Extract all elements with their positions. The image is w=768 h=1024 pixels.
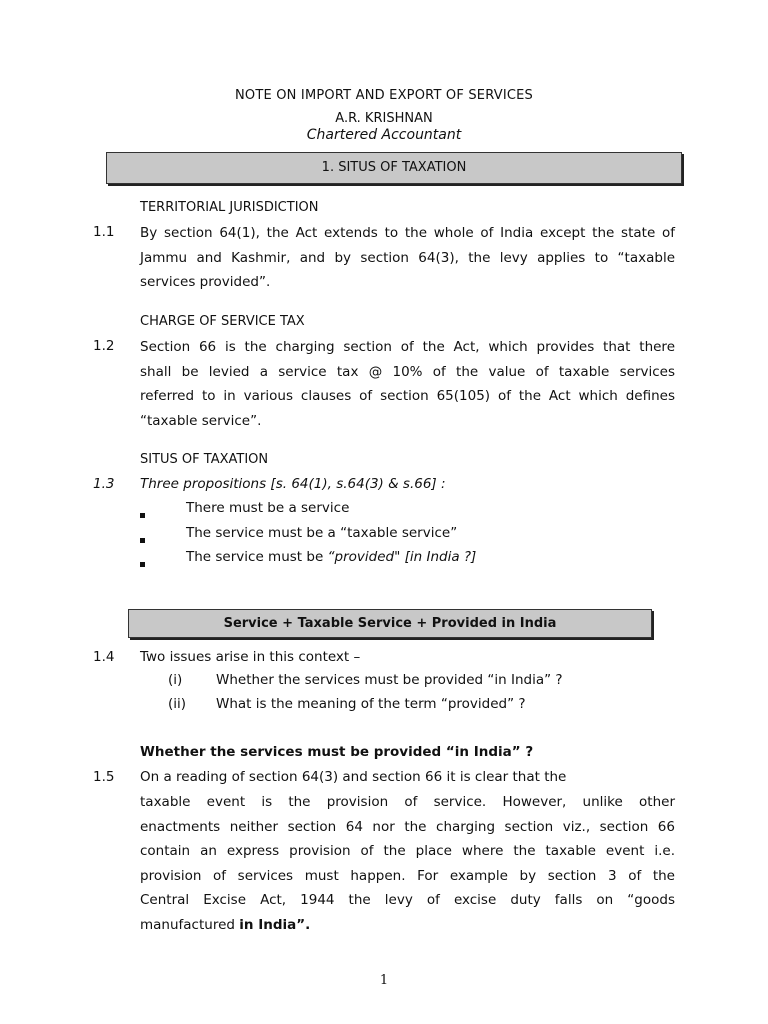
situs-intro: Three propositions [s. 64(1), s.64(3) & s.66] : — [140, 476, 446, 492]
issue-text: Whether the services must be provided “in India” ? — [216, 672, 563, 688]
document-title: NOTE ON IMPORT AND EXPORT OF SERVICES — [234, 88, 534, 103]
paragraph-line: Section 66 is the charging section of the Act, which provides that there — [140, 339, 675, 355]
bullet-text-italic: “provided" [in India ?] — [327, 549, 477, 565]
issue-text: What is the meaning of the term “provided” ? — [216, 696, 526, 712]
bullet-item: There must be a service — [186, 500, 350, 516]
india-paragraph — [140, 790, 675, 937]
formula-box: Service + Taxable Service + Provided in India — [128, 609, 652, 638]
bullet-text-prefix: The service must be — [186, 549, 328, 565]
bullet-marker — [140, 555, 145, 571]
bullet-item — [186, 549, 476, 565]
author-role: Chartered Accountant — [306, 127, 462, 143]
paragraph-line: By section 64(1), the Act extends to the whole of India except the state of — [140, 225, 675, 241]
territorial-paragraph — [140, 221, 675, 295]
paragraph-line: services provided”. — [140, 274, 271, 290]
last-line-bold: in India”. — [239, 916, 311, 933]
issue-number: (i) — [168, 672, 183, 688]
charge-paragraph — [140, 335, 675, 433]
paragraph-line: Central Excise Act, 1944 the levy of excise duty falls on “goods — [140, 892, 675, 908]
paragraph-line — [140, 913, 675, 938]
charge-heading: CHARGE OF SERVICE TAX — [140, 314, 305, 329]
para-number-1-4: 1.4 — [93, 649, 115, 665]
para-number-1-5: 1.5 — [93, 769, 115, 785]
paragraph-line: shall be levied a service tax @ 10% of the value of taxable services — [140, 363, 675, 380]
india-heading: Whether the services must be provided “in India” ? — [140, 744, 534, 760]
india-first-line: On a reading of section 64(3) and section 66 it is clear that the — [140, 769, 567, 785]
issues-intro: Two issues arise in this context – — [140, 649, 361, 665]
paragraph-line: Jammu and Kashmir, and by section 64(3), the levy applies to “taxable — [140, 249, 675, 266]
paragraph-line: referred to in various clauses of section 65(105) of the Act which defines — [140, 388, 675, 404]
bullet-marker — [140, 506, 145, 522]
paragraph-line: taxable event is the provision of service. However, unlike other — [140, 794, 675, 810]
last-line-prefix: manufactured — [140, 916, 240, 933]
section-title-box: 1. SITUS OF TAXATION — [106, 152, 682, 184]
paragraph-line: provision of services must happen. For example by section 3 of the — [140, 867, 675, 884]
issue-number: (ii) — [168, 696, 187, 712]
bullet-item: The service must be a “taxable service” — [186, 525, 458, 541]
territorial-heading: TERRITORIAL JURISDICTION — [140, 200, 319, 215]
para-number-1-2: 1.2 — [93, 338, 115, 354]
situs-heading: SITUS OF TAXATION — [140, 452, 269, 467]
bullet-marker — [140, 531, 145, 547]
paragraph-line: “taxable service”. — [140, 412, 262, 429]
page-number: 1 — [379, 973, 389, 988]
para-number-1-3: 1.3 — [93, 476, 115, 492]
para-number-1-1: 1.1 — [93, 224, 115, 240]
paragraph-line: enactments neither section 64 nor the charging section viz., section 66 — [140, 818, 675, 835]
author-name: A.R. KRISHNAN — [335, 111, 433, 126]
paragraph-line: contain an express provision of the place where the taxable event i.e. — [140, 843, 675, 859]
